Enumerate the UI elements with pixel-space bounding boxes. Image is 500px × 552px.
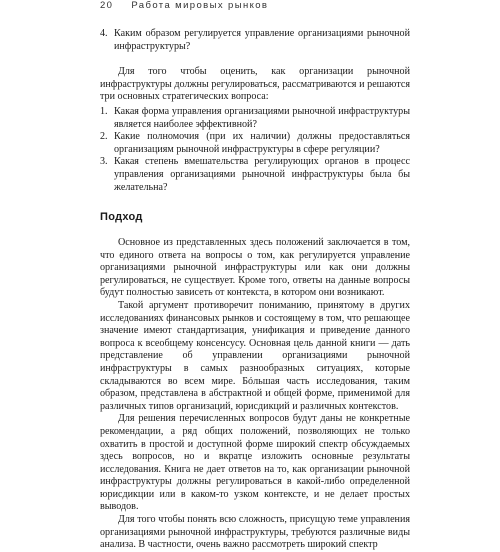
question-text: Какая форма управления организациями рыночной инфраструктуры является наиболее эффективной? (114, 106, 410, 130)
question-4-block (100, 28, 410, 53)
section-title: Подход (100, 211, 143, 223)
question-text: Какие полномочия (при их наличии) должны предоставляться организациям рыночной инфраструктуры в сфере регуляции? (114, 131, 410, 155)
question-number: 1. (100, 106, 108, 117)
body-paragraph-2: Такой аргумент противоречит пониманию, принятому в других исследованиях финансовых рынков и состоящему в том, что решающее значение имеют стандартизация, унификация и приведение данного вопроса к всеобщему консенсусу. Основная цель данной книги — дать представление об управлении организациями рыночной инфраструктуры в самых разнообразных ситуациях, которые складываются во всем мире. Бóльшая часть исследования, таким образом, представлена в абстрактной и общей форме, применимой для различных типов организаций, юрисдикций и различных контекстов. (100, 299, 410, 412)
body-paragraph-3: Для решения перечисленных вопросов будут даны не конкретные рекомендации, а ряд общих положений, позволяющих не только охватить в простой и доступной форме широкий спектр обсуждаемых здесь вопросов, но и вкратце изложить основные результаты исследования. Книга не дает ответов на то, как организации рыночной инфраструктуры должны регулироваться в какой-либо определенной юрисдикции или в каком-то узком контексте, и не делает простых выводов. (100, 413, 410, 513)
intro-block (100, 66, 410, 104)
question-number: 3. (100, 156, 108, 168)
body-paragraph-1: Основное из представленных здесь положений заключается в том, что единого ответа на вопросы о том, как регулируется управление организациями рыночной инфраструктуры или как они должны регулироваться, не существует. Кроме того, ответы на данные вопросы будут полностью зависеть от контекста, в котором они возникают. (100, 237, 410, 299)
running-title: Работа мировых рынков (131, 0, 269, 11)
strategic-question-3 (100, 156, 410, 194)
intro-paragraph: Для того чтобы оценить, как организации рыночной инфраструктуры должны регулироваться, рассматриваются и решаются три основных стратегических вопроса: (100, 66, 410, 103)
body-paragraph-4: Для того чтобы понять всю сложность, присущую теме управления организациями рыночной инфраструктуры, требуются различные виды анализа. В частности, очень важно рассмотреть широкий спектр (100, 514, 410, 551)
strategic-question-1 (100, 106, 410, 131)
question-text: Какая степень вмешательства регулирующих органов в процесс управления организациями рыночной инфраструктуры была бы желательна? (114, 156, 410, 193)
question-number: 2. (100, 131, 108, 143)
strategic-questions-list (100, 106, 410, 194)
body-text (100, 237, 410, 552)
page-number: 20 (100, 0, 114, 11)
question-number: 4. (100, 28, 108, 39)
running-header (100, 0, 430, 14)
question-item-4 (100, 28, 410, 53)
strategic-question-2 (100, 131, 410, 156)
question-text: Каким образом регулируется управление организациями рыночной инфраструктуры? (114, 28, 410, 52)
